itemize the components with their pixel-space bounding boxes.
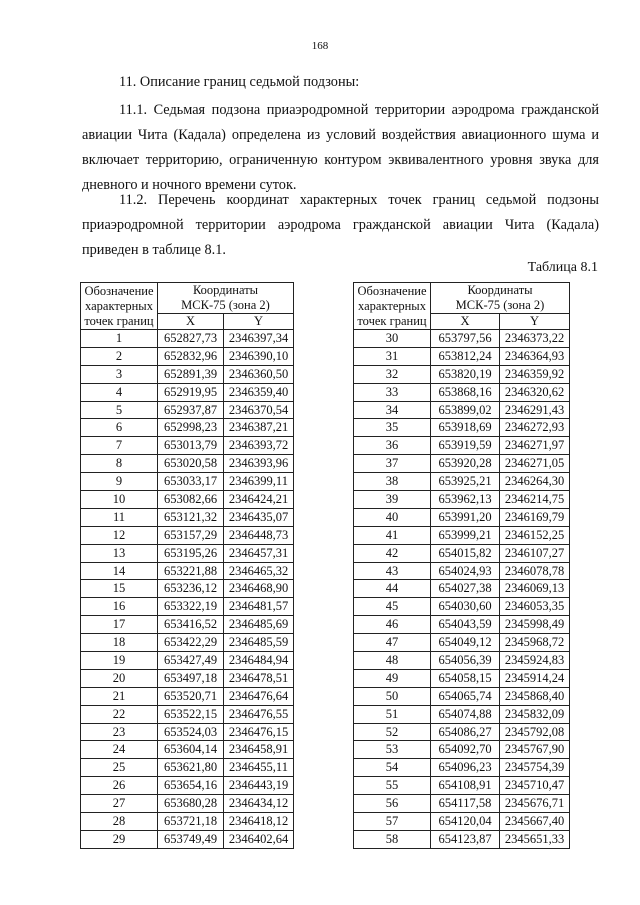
paragraph-11-1: 11.1. Седьмая подзона приаэродромной территории аэродрома гражданской авиации Чита (Кадала) определена из условий воздействия авиационного шума и включает территорию, ограниченную контуром эквивалентного уровня звука для дневного и ночного времени суток.: [82, 102, 599, 193]
point-number-cell: 19: [81, 652, 158, 670]
point-number-cell: 33: [354, 383, 431, 401]
y-coordinate-cell: 2346078,78: [500, 562, 570, 580]
point-number-cell: 21: [81, 687, 158, 705]
table-row: [354, 795, 570, 813]
point-header-line: характерных: [85, 298, 153, 313]
y-coordinate-cell: 2345676,71: [500, 795, 570, 813]
point-number-cell: 7: [81, 437, 158, 455]
point-number-cell: 35: [354, 419, 431, 437]
x-column-header: X: [158, 314, 224, 330]
y-coordinate-cell: 2346465,32: [224, 562, 294, 580]
point-number-cell: 29: [81, 830, 158, 848]
table-row: [81, 383, 294, 401]
x-coordinate-cell: 654092,70: [431, 741, 500, 759]
point-number-cell: 39: [354, 491, 431, 509]
point-header-line: характерных: [358, 298, 426, 313]
y-coordinate-cell: 2345667,40: [500, 813, 570, 831]
x-coordinate-cell: 652832,96: [158, 347, 224, 365]
point-number-cell: 52: [354, 723, 431, 741]
y-coordinate-cell: 2346152,25: [500, 526, 570, 544]
x-coordinate-cell: 653195,26: [158, 544, 224, 562]
x-coordinate-cell: 653157,29: [158, 526, 224, 544]
coords-column-header: [158, 283, 294, 314]
y-coordinate-cell: 2346476,55: [224, 705, 294, 723]
x-coordinate-cell: 654058,15: [431, 669, 500, 687]
table-row: [354, 669, 570, 687]
y-coordinate-cell: 2346478,51: [224, 669, 294, 687]
x-coordinate-cell: 654074,88: [431, 705, 500, 723]
point-number-cell: 49: [354, 669, 431, 687]
x-coordinate-cell: 653991,20: [431, 508, 500, 526]
point-column-header: [81, 283, 158, 330]
y-coordinate-cell: 2346053,35: [500, 598, 570, 616]
point-number-cell: 24: [81, 741, 158, 759]
y-coordinate-cell: 2346418,12: [224, 813, 294, 831]
point-number-cell: 4: [81, 383, 158, 401]
y-coordinate-cell: 2346485,69: [224, 616, 294, 634]
x-coordinate-cell: 653322,19: [158, 598, 224, 616]
y-coordinate-cell: 2345792,08: [500, 723, 570, 741]
point-number-cell: 31: [354, 347, 431, 365]
point-number-cell: 27: [81, 795, 158, 813]
x-coordinate-cell: 654086,27: [431, 723, 500, 741]
y-coordinate-cell: 2346359,92: [500, 365, 570, 383]
y-coordinate-cell: 2345924,83: [500, 652, 570, 670]
x-coordinate-cell: 653416,52: [158, 616, 224, 634]
y-coordinate-cell: 2345754,39: [500, 759, 570, 777]
x-coordinate-cell: 653422,29: [158, 634, 224, 652]
table-row: [81, 795, 294, 813]
y-coordinate-cell: 2345968,72: [500, 634, 570, 652]
table-row: [81, 652, 294, 670]
point-number-cell: 37: [354, 455, 431, 473]
point-number-cell: 23: [81, 723, 158, 741]
point-number-cell: 12: [81, 526, 158, 544]
x-coordinate-cell: 654043,59: [431, 616, 500, 634]
x-coordinate-cell: 652891,39: [158, 365, 224, 383]
section-heading: 11. Описание границ седьмой подзоны:: [119, 74, 360, 90]
x-coordinate-cell: 653654,16: [158, 777, 224, 795]
table-row: [354, 526, 570, 544]
y-coordinate-cell: 2346443,19: [224, 777, 294, 795]
point-number-cell: 46: [354, 616, 431, 634]
point-number-cell: 53: [354, 741, 431, 759]
table-row: [354, 437, 570, 455]
x-coordinate-cell: 654030,60: [431, 598, 500, 616]
point-number-cell: 26: [81, 777, 158, 795]
table-row: [354, 741, 570, 759]
point-number-cell: 58: [354, 830, 431, 848]
point-number-cell: 41: [354, 526, 431, 544]
x-coordinate-cell: 653918,69: [431, 419, 500, 437]
y-coordinate-cell: 2346476,64: [224, 687, 294, 705]
point-number-cell: 45: [354, 598, 431, 616]
y-coordinate-cell: 2346271,05: [500, 455, 570, 473]
point-number-cell: 50: [354, 687, 431, 705]
y-coordinate-cell: 2346359,40: [224, 383, 294, 401]
y-coordinate-cell: 2346107,27: [500, 544, 570, 562]
x-coordinate-cell: 653962,13: [431, 491, 500, 509]
y-coordinate-cell: 2346370,54: [224, 401, 294, 419]
table-row: [81, 330, 294, 348]
y-coordinate-cell: 2346455,11: [224, 759, 294, 777]
y-coordinate-cell: 2345998,49: [500, 616, 570, 634]
point-header-line: точек границ: [84, 313, 154, 328]
y-column-header: Y: [500, 314, 570, 330]
y-coordinate-cell: 2345914,24: [500, 669, 570, 687]
y-coordinate-cell: 2346291,43: [500, 401, 570, 419]
y-coordinate-cell: 2346435,07: [224, 508, 294, 526]
point-number-cell: 11: [81, 508, 158, 526]
x-coordinate-cell: 652998,23: [158, 419, 224, 437]
table-row: [81, 830, 294, 848]
point-number-cell: 17: [81, 616, 158, 634]
table-row: [81, 419, 294, 437]
table-row: [81, 508, 294, 526]
table-row: [354, 562, 570, 580]
x-coordinate-cell: 653797,56: [431, 330, 500, 348]
point-number-cell: 10: [81, 491, 158, 509]
table-row: [354, 813, 570, 831]
x-coordinate-cell: 653020,58: [158, 455, 224, 473]
table-row: [81, 616, 294, 634]
point-number-cell: 16: [81, 598, 158, 616]
point-number-cell: 51: [354, 705, 431, 723]
x-coordinate-cell: 654108,91: [431, 777, 500, 795]
y-coordinate-cell: 2346434,12: [224, 795, 294, 813]
y-coordinate-cell: 2346485,59: [224, 634, 294, 652]
point-column-header: [354, 283, 431, 330]
coords-header-line: МСК-75 (зона 2): [455, 298, 545, 312]
y-coordinate-cell: 2346468,90: [224, 580, 294, 598]
table-row: [81, 598, 294, 616]
x-coordinate-cell: 654096,23: [431, 759, 500, 777]
x-coordinate-cell: 654015,82: [431, 544, 500, 562]
coords-header-line: Координаты: [192, 283, 259, 297]
point-number-cell: 5: [81, 401, 158, 419]
table-row: [354, 508, 570, 526]
table-row: [354, 634, 570, 652]
point-number-cell: 43: [354, 562, 431, 580]
table-row: [81, 759, 294, 777]
point-number-cell: 42: [354, 544, 431, 562]
table-row: [81, 723, 294, 741]
x-coordinate-cell: 652937,87: [158, 401, 224, 419]
table-row: [81, 634, 294, 652]
x-column-header: X: [431, 314, 500, 330]
x-coordinate-cell: 654049,12: [431, 634, 500, 652]
y-coordinate-cell: 2345710,47: [500, 777, 570, 795]
table-row: [354, 544, 570, 562]
table-row: [354, 491, 570, 509]
table-row: [354, 419, 570, 437]
table-row: [81, 365, 294, 383]
table-row: [354, 401, 570, 419]
x-coordinate-cell: 653520,71: [158, 687, 224, 705]
x-coordinate-cell: 653868,16: [431, 383, 500, 401]
x-coordinate-cell: 653522,15: [158, 705, 224, 723]
y-coordinate-cell: 2346481,57: [224, 598, 294, 616]
x-coordinate-cell: 653427,49: [158, 652, 224, 670]
x-coordinate-cell: 654056,39: [431, 652, 500, 670]
y-coordinate-cell: 2346397,34: [224, 330, 294, 348]
coordinates-table-left: [80, 282, 294, 849]
table-row: [81, 437, 294, 455]
x-coordinate-cell: 653497,18: [158, 669, 224, 687]
y-coordinate-cell: 2346476,15: [224, 723, 294, 741]
table-row: [354, 330, 570, 348]
table-row: [354, 705, 570, 723]
x-coordinate-cell: 653621,80: [158, 759, 224, 777]
point-number-cell: 56: [354, 795, 431, 813]
point-number-cell: 22: [81, 705, 158, 723]
x-coordinate-cell: 653999,21: [431, 526, 500, 544]
table-row: [354, 759, 570, 777]
x-coordinate-cell: 653121,32: [158, 508, 224, 526]
y-coordinate-cell: 2346402,64: [224, 830, 294, 848]
x-coordinate-cell: 653221,88: [158, 562, 224, 580]
point-number-cell: 9: [81, 473, 158, 491]
point-number-cell: 57: [354, 813, 431, 831]
y-coordinate-cell: 2346069,13: [500, 580, 570, 598]
table-row: [81, 347, 294, 365]
table-row: [81, 741, 294, 759]
point-number-cell: 3: [81, 365, 158, 383]
coords-header-line: МСК-75 (зона 2): [181, 298, 270, 312]
y-column-header: Y: [224, 314, 294, 330]
point-number-cell: 18: [81, 634, 158, 652]
x-coordinate-cell: 653236,12: [158, 580, 224, 598]
point-number-cell: 2: [81, 347, 158, 365]
x-coordinate-cell: 654065,74: [431, 687, 500, 705]
coords-column-header: [431, 283, 570, 314]
table-row: [81, 455, 294, 473]
x-coordinate-cell: 653524,03: [158, 723, 224, 741]
point-number-cell: 54: [354, 759, 431, 777]
y-coordinate-cell: 2346390,10: [224, 347, 294, 365]
point-number-cell: 40: [354, 508, 431, 526]
coordinates-table-right: [353, 282, 570, 849]
y-coordinate-cell: 2345832,09: [500, 705, 570, 723]
y-coordinate-cell: 2346320,62: [500, 383, 570, 401]
x-coordinate-cell: 654024,93: [431, 562, 500, 580]
table-row: [354, 580, 570, 598]
x-coordinate-cell: 654120,04: [431, 813, 500, 831]
y-coordinate-cell: 2346457,31: [224, 544, 294, 562]
table-row: [354, 473, 570, 491]
x-coordinate-cell: 653033,17: [158, 473, 224, 491]
table-row: [354, 830, 570, 848]
y-coordinate-cell: 2346399,11: [224, 473, 294, 491]
y-coordinate-cell: 2346387,21: [224, 419, 294, 437]
coords-header-line: Координаты: [467, 283, 533, 297]
point-header-line: Обозначение: [357, 283, 427, 298]
point-number-cell: 1: [81, 330, 158, 348]
y-coordinate-cell: 2345651,33: [500, 830, 570, 848]
table-row: [354, 383, 570, 401]
point-number-cell: 15: [81, 580, 158, 598]
point-header-line: точек границ: [357, 313, 427, 328]
table-body: [81, 283, 294, 849]
table-row: [81, 473, 294, 491]
x-coordinate-cell: 653680,28: [158, 795, 224, 813]
table-row: [81, 526, 294, 544]
point-number-cell: 38: [354, 473, 431, 491]
x-coordinate-cell: 654027,38: [431, 580, 500, 598]
table-row: [354, 687, 570, 705]
point-number-cell: 32: [354, 365, 431, 383]
table-row: [354, 652, 570, 670]
table-row: [81, 669, 294, 687]
point-number-cell: 55: [354, 777, 431, 795]
y-coordinate-cell: 2346272,93: [500, 419, 570, 437]
x-coordinate-cell: 653749,49: [158, 830, 224, 848]
point-number-cell: 13: [81, 544, 158, 562]
point-number-cell: 6: [81, 419, 158, 437]
table-row: [81, 401, 294, 419]
table-row: [354, 616, 570, 634]
point-number-cell: 20: [81, 669, 158, 687]
x-coordinate-cell: 653919,59: [431, 437, 500, 455]
point-number-cell: 34: [354, 401, 431, 419]
table-row: [81, 813, 294, 831]
y-coordinate-cell: 2346373,22: [500, 330, 570, 348]
table-body: [354, 283, 570, 849]
y-coordinate-cell: 2346214,75: [500, 491, 570, 509]
table-row: [354, 723, 570, 741]
x-coordinate-cell: 653820,19: [431, 365, 500, 383]
page-number: 168: [311, 40, 329, 52]
paragraph-11-2: 11.2. Перечень координат характерных точек границ седьмой подзоны приаэродромной территории аэродрома гражданской авиации Чита (Кадала) приведен в таблице 8.1.: [82, 192, 599, 258]
table-row: [81, 777, 294, 795]
point-number-cell: 48: [354, 652, 431, 670]
point-number-cell: 14: [81, 562, 158, 580]
point-number-cell: 36: [354, 437, 431, 455]
point-number-cell: 25: [81, 759, 158, 777]
point-header-line: Обозначение: [84, 283, 154, 298]
y-coordinate-cell: 2346169,79: [500, 508, 570, 526]
table-row: [354, 455, 570, 473]
table-row: [81, 562, 294, 580]
table-row: [81, 544, 294, 562]
point-number-cell: 8: [81, 455, 158, 473]
y-coordinate-cell: 2346484,94: [224, 652, 294, 670]
y-coordinate-cell: 2346424,21: [224, 491, 294, 509]
table-row: [354, 365, 570, 383]
x-coordinate-cell: 653920,28: [431, 455, 500, 473]
x-coordinate-cell: 653925,21: [431, 473, 500, 491]
table-row: [81, 491, 294, 509]
x-coordinate-cell: 654123,87: [431, 830, 500, 848]
table-row: [354, 347, 570, 365]
y-coordinate-cell: 2346458,91: [224, 741, 294, 759]
x-coordinate-cell: 653013,79: [158, 437, 224, 455]
table-caption: Таблица 8.1: [527, 260, 598, 275]
y-coordinate-cell: 2346271,97: [500, 437, 570, 455]
y-coordinate-cell: 2345767,90: [500, 741, 570, 759]
table-row: [81, 580, 294, 598]
point-number-cell: 30: [354, 330, 431, 348]
y-coordinate-cell: 2346393,72: [224, 437, 294, 455]
x-coordinate-cell: 654117,58: [431, 795, 500, 813]
x-coordinate-cell: 653082,66: [158, 491, 224, 509]
y-coordinate-cell: 2346264,30: [500, 473, 570, 491]
x-coordinate-cell: 653812,24: [431, 347, 500, 365]
x-coordinate-cell: 652827,73: [158, 330, 224, 348]
table-row: [354, 777, 570, 795]
table-row: [81, 687, 294, 705]
y-coordinate-cell: 2346360,50: [224, 365, 294, 383]
x-coordinate-cell: 653604,14: [158, 741, 224, 759]
y-coordinate-cell: 2346364,93: [500, 347, 570, 365]
table-row: [354, 598, 570, 616]
table-row: [81, 705, 294, 723]
y-coordinate-cell: 2345868,40: [500, 687, 570, 705]
y-coordinate-cell: 2346448,73: [224, 526, 294, 544]
x-coordinate-cell: 652919,95: [158, 383, 224, 401]
x-coordinate-cell: 653721,18: [158, 813, 224, 831]
y-coordinate-cell: 2346393,96: [224, 455, 294, 473]
point-number-cell: 47: [354, 634, 431, 652]
point-number-cell: 44: [354, 580, 431, 598]
point-number-cell: 28: [81, 813, 158, 831]
x-coordinate-cell: 653899,02: [431, 401, 500, 419]
